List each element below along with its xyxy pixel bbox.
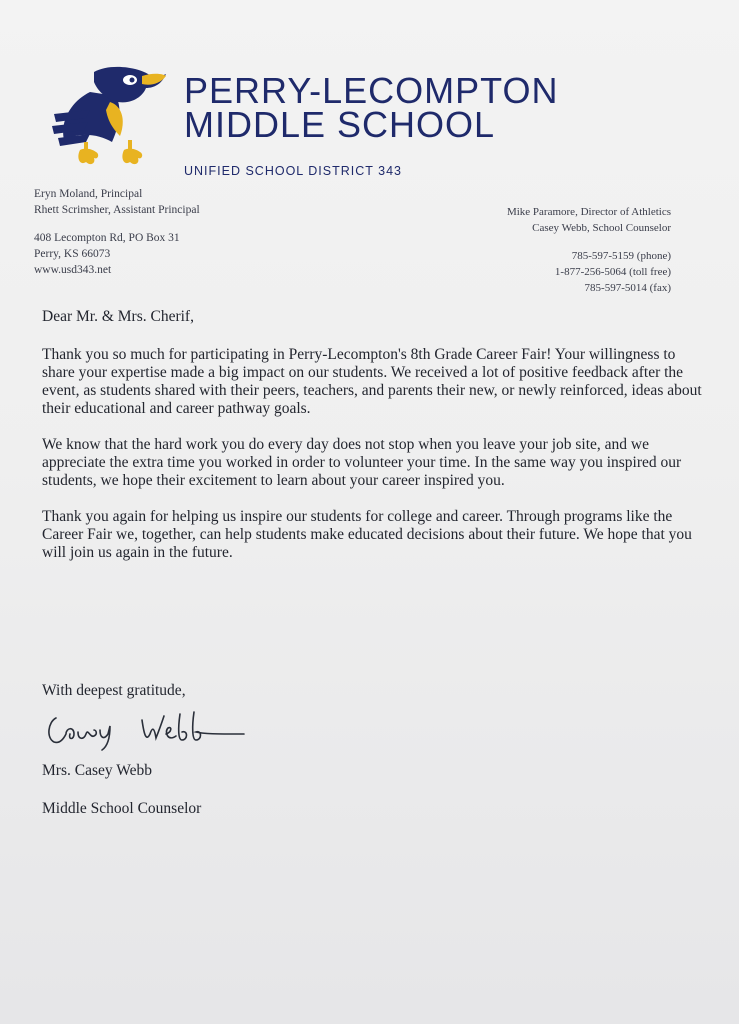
toll-free-number: 1-877-256-5064 (toll free) — [554, 266, 671, 278]
school-district: UNIFIED SCHOOL DISTRICT 343 — [184, 164, 403, 178]
address-line1: 408 Lecompton Rd, PO Box 31 — [34, 232, 180, 244]
jayhawk-mascot-logo — [50, 62, 168, 172]
salutation: Dear Mr. & Mrs. Cherif, — [42, 308, 194, 325]
body-paragraph-1: Thank you so much for participating in Perry-Lecompton's 8th Grade Career Fair! Your willingness to share your expertise made a big impact on our students. We received a lot of positive feedback after the event, as students shared with their peers, teachers, and parents their new, or newly reinforced, ideas about their educational and career pathway goals. — [42, 346, 702, 417]
school-name — [184, 70, 559, 145]
phone-number: 785-597-5159 (phone) — [571, 250, 671, 262]
letterhead-right-info — [507, 204, 671, 296]
principal-name: Eryn Moland, Principal — [34, 188, 143, 200]
school-counselor: Casey Webb, School Counselor — [532, 222, 671, 234]
address-line2: Perry, KS 66073 — [34, 248, 111, 260]
handwritten-signature — [44, 704, 254, 752]
assistant-principal-name: Rhett Scrimsher, Assistant Principal — [34, 204, 200, 216]
body-paragraph-3: Thank you again for helping us inspire our students for college and career. Through programs like the Career Fair we, together, can help students make educated decisions about their future. We hope that you will join us again in the future. — [42, 508, 692, 561]
school-name-line1: PERRY-LECOMPTON — [184, 70, 559, 111]
athletics-director: Mike Paramore, Director of Athletics — [506, 206, 671, 218]
letterhead-left-info — [34, 186, 200, 278]
closing: With deepest gratitude, — [42, 682, 186, 699]
signer-title: Middle School Counselor — [42, 800, 202, 817]
signer-name: Mrs. Casey Webb — [42, 762, 152, 779]
body-paragraph-2: We know that the hard work you do every day does not stop when you leave your job site, and we appreciate the extra time you worked in order to volunteer your time. In the same way you inspired our students, we hope their excitement to learn about your career inspired you. — [42, 436, 682, 489]
school-name-line2: MIDDLE SCHOOL — [184, 104, 496, 145]
letter-body — [42, 308, 702, 580]
website: www.usd343.net — [34, 264, 112, 276]
fax-number: 785-597-5014 (fax) — [584, 282, 671, 294]
